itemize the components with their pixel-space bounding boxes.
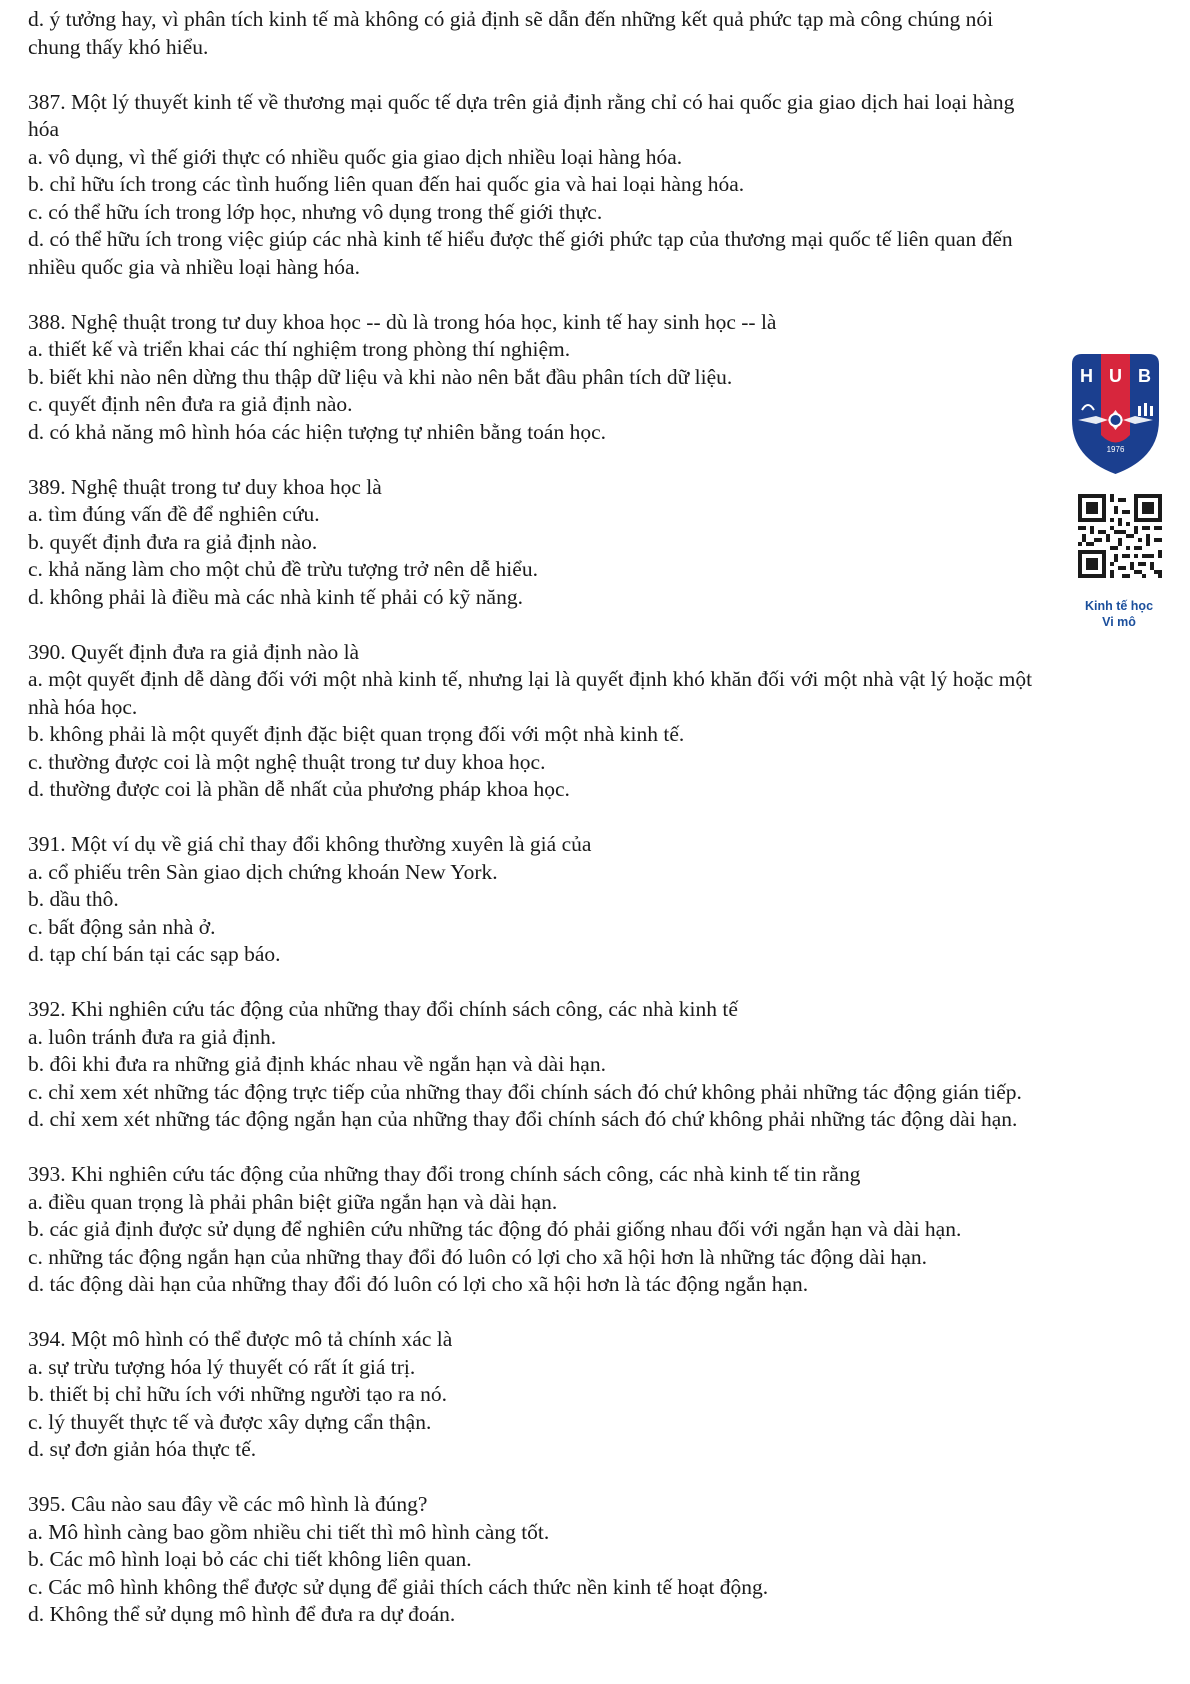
option-c: c. Các mô hình không thể được sử dụng để giải thích cách thức nền kinh tế hoạt động.: [28, 1574, 769, 1599]
question-388: [28, 309, 1168, 447]
option-b: b. dầu thô.: [28, 887, 119, 911]
option-a: a. sự trừu tượng hóa lý thuyết có rất ít giá trị.: [28, 1354, 416, 1379]
option-a: a. Mô hình càng bao gồm nhiều chi tiết thì mô hình càng tốt.: [28, 1519, 550, 1544]
option-a: a. cổ phiếu trên Sàn giao dịch chứng khoán New York.: [28, 859, 498, 884]
question-stem: 387. Một lý thuyết kinh tế về thương mại quốc tế dựa trên giả định rằng chỉ có hai quốc gia giao dịch hai loại hàng: [28, 89, 1015, 114]
option-c: c. những tác động ngắn hạn của những thay đổi đó luôn có lợi cho xã hội hơn là những tác động dài hạn.: [28, 1244, 927, 1269]
question-stem-cont: hóa: [28, 117, 60, 141]
logo-letter-h: H: [1080, 366, 1093, 386]
question-392: [28, 996, 1168, 1134]
question-395: [28, 1491, 1168, 1629]
option-c: c. chỉ xem xét những tác động trực tiếp của những thay đổi chính sách đó chứ không phải những tác động gián tiếp.: [28, 1079, 1022, 1104]
question-394: [28, 1326, 1168, 1464]
qr-code-icon: [1078, 494, 1162, 578]
hub-logo: [1068, 350, 1163, 478]
option-c: c. có thể hữu ích trong lớp học, nhưng vô dụng trong thế giới thực.: [28, 199, 603, 224]
option-d: d. thường được coi là phần dễ nhất của phương pháp khoa học.: [28, 777, 570, 801]
question-stem: 391. Một ví dụ về giá chỉ thay đổi không thường xuyên là giá của: [28, 832, 592, 856]
option-d: d. sự đơn giản hóa thực tế.: [28, 1437, 257, 1461]
question-390: [28, 639, 1168, 804]
option-d: d. tác động dài hạn của những thay đổi đó luôn có lợi cho xã hội hơn là tác động ngắn hạn.: [28, 1272, 809, 1296]
question-stem: 390. Quyết định đưa ra giả định nào là: [28, 639, 360, 664]
option-d: d. chỉ xem xét những tác động ngắn hạn của những thay đổi chính sách đó chứ không phải những tác động dài hạn.: [28, 1107, 1018, 1131]
question-stem: 394. Một mô hình có thể được mô tả chính xác là: [28, 1327, 453, 1351]
caption-line2: Vi mô: [1102, 615, 1136, 629]
caption-line1: Kinh tế học: [1084, 599, 1154, 613]
logo-year: 1976: [1106, 445, 1125, 454]
option-c: c. lý thuyết thực tế và được xây dựng cẩn thận.: [28, 1409, 432, 1434]
subject-caption: [1060, 598, 1178, 630]
option-d: d. Không thể sử dụng mô hình để đưa ra dự đoán.: [28, 1602, 456, 1626]
prev-answer-d-line2: chung thấy khó hiểu.: [28, 34, 209, 59]
option-c: c. khả năng làm cho một chủ đề trừu tượng trở nên dễ hiểu.: [28, 557, 538, 581]
question-stem: 388. Nghệ thuật trong tư duy khoa học -- dù là trong hóa học, kinh tế hay sinh học -- là: [28, 309, 777, 334]
option-a: a. thiết kế và triển khai các thí nghiệm trong phòng thí nghiệm.: [28, 337, 571, 361]
option-b: b. chỉ hữu ích trong các tình huống liên quan đến hai quốc gia và hai loại hàng hóa.: [28, 172, 745, 196]
document-page: [28, 6, 1168, 1629]
prev-answer-d-line1: d. ý tưởng hay, vì phân tích kinh tế mà không có giả định sẽ dẫn đến những kết quả phức tạp mà công chúng nói: [28, 7, 994, 31]
option-d-cont: nhiều quốc gia và nhiều loại hàng hóa.: [28, 254, 360, 279]
option-d: d. có khả năng mô hình hóa các hiện tượng tự nhiên bằng toán học.: [28, 419, 607, 444]
logo-letter-b: B: [1138, 366, 1151, 386]
option-b: b. không phải là một quyết định đặc biệt quan trọng đối với một nhà kinh tế.: [28, 722, 685, 746]
option-a: a. vô dụng, vì thế giới thực có nhiều quốc gia giao dịch nhiều loại hàng hóa.: [28, 144, 683, 169]
option-c: c. bất động sản nhà ở.: [28, 914, 216, 939]
option-d: d. không phải là điều mà các nhà kinh tế phải có kỹ năng.: [28, 584, 523, 609]
option-b: b. các giả định được sử dụng để nghiên cứu những tác động đó phải giống nhau đối với ngắn hạn và dài hạn.: [28, 1217, 962, 1241]
question-393: [28, 1161, 1168, 1299]
question-stem: 389. Nghệ thuật trong tư duy khoa học là: [28, 474, 382, 499]
option-d: d. tạp chí bán tại các sạp báo.: [28, 942, 281, 966]
option-b: b. biết khi nào nên dừng thu thập dữ liệu và khi nào nên bắt đầu phân tích dữ liệu.: [28, 364, 733, 389]
option-a-cont: nhà hóa học.: [28, 694, 138, 719]
option-c: c. quyết định nên đưa ra giả định nào.: [28, 392, 353, 416]
option-a: a. một quyết định dễ dàng đối với một nhà kinh tế, nhưng lại là quyết định khó khăn đối với một nhà vật lý hoặc một: [28, 667, 1033, 691]
option-a: a. luôn tránh đưa ra giả định.: [28, 1024, 277, 1049]
option-d: d. có thể hữu ích trong việc giúp các nhà kinh tế hiểu được thế giới phức tạp của thương mại quốc tế liên quan đến: [28, 227, 1013, 251]
option-b: b. đôi khi đưa ra những giả định khác nhau về ngắn hạn và dài hạn.: [28, 1052, 606, 1076]
question-387: [28, 89, 1168, 282]
option-a: a. điều quan trọng là phải phân biệt giữa ngắn hạn và dài hạn.: [28, 1189, 558, 1214]
option-a: a. tìm đúng vấn đề để nghiên cứu.: [28, 502, 320, 526]
question-stem: 393. Khi nghiên cứu tác động của những thay đổi trong chính sách công, các nhà kinh tế tin rằng: [28, 1162, 861, 1186]
option-c: c. thường được coi là một nghệ thuật trong tư duy khoa học.: [28, 749, 546, 774]
question-391: [28, 831, 1168, 969]
question-389: [28, 474, 1168, 612]
logo-letter-u: U: [1109, 366, 1122, 386]
question-stem: 395. Câu nào sau đây về các mô hình là đúng?: [28, 1492, 428, 1516]
option-b: b. quyết định đưa ra giả định nào.: [28, 529, 318, 554]
question-stem: 392. Khi nghiên cứu tác động của những thay đổi chính sách công, các nhà kinh tế: [28, 997, 738, 1021]
option-b: b. thiết bị chỉ hữu ích với những người tạo ra nó.: [28, 1382, 447, 1406]
option-b: b. Các mô hình loại bỏ các chi tiết không liên quan.: [28, 1547, 472, 1571]
